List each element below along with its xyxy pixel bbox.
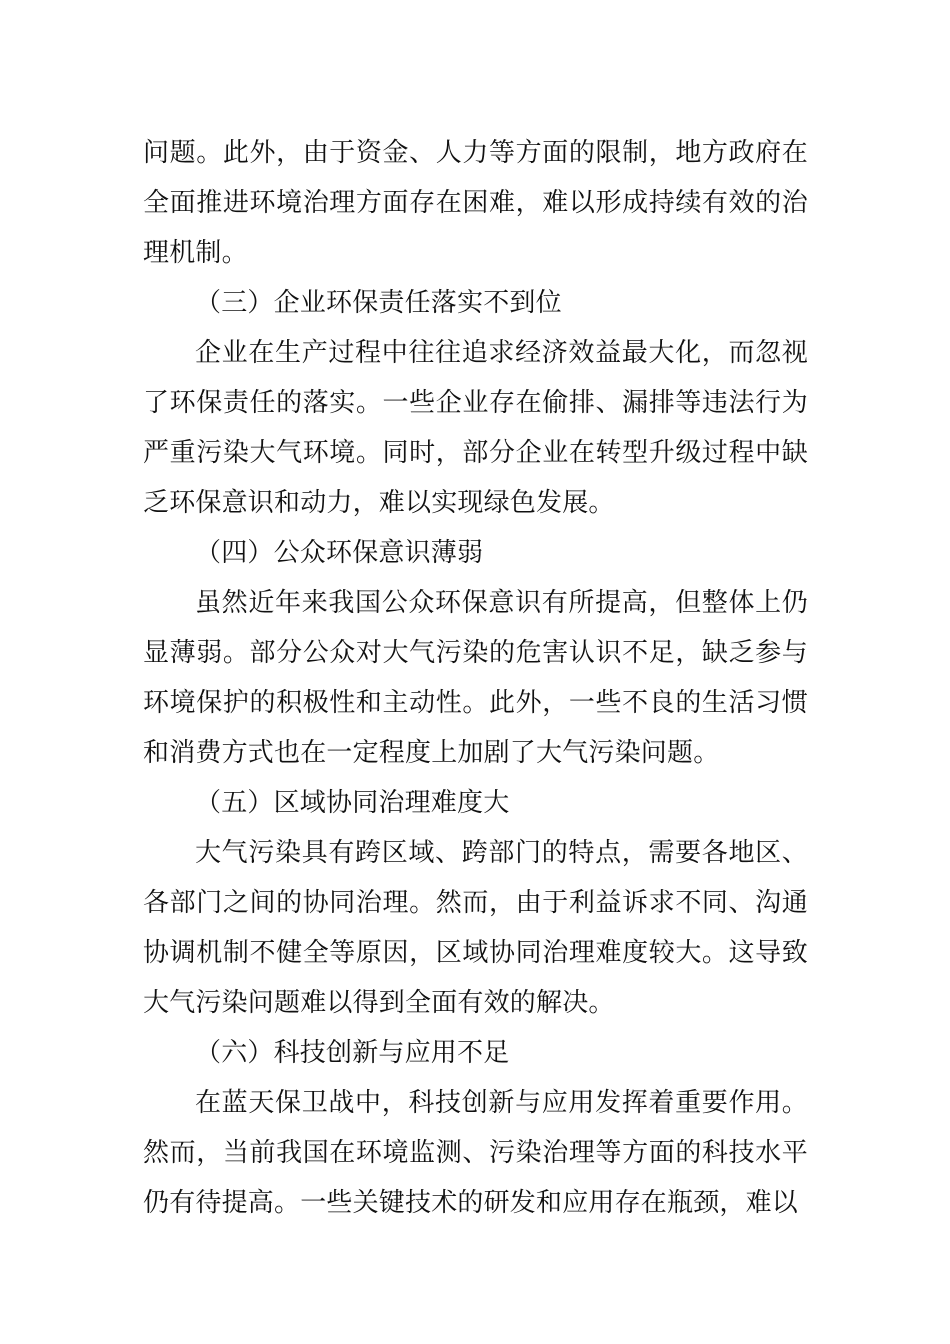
section-heading-4: （四）公众环保意识薄弱: [195, 538, 484, 568]
section-heading-5: （五）区域协同治理难度大: [195, 788, 510, 818]
paragraph-enterprise-responsibility: 企业在生产过程中往往追求经济效益最大化，而忽视了环保责任的落实。一些企业存在偷排、漏排等违法行为严重污染大气环境。同时，部分企业在转型升级过程中缺乏环保意识和动力，难以实现绿色发展。: [143, 338, 808, 518]
paragraph-public-awareness: 虽然近年来我国公众环保意识有所提高，但整体上仍显薄弱。部分公众对大气污染的危害认识不足，缺乏参与环境保护的积极性和主动性。此外，一些不良的生活习惯和消费方式也在一定程度上加剧了大气污染问题。: [143, 588, 808, 768]
paragraph-continued: 问题。此外，由于资金、人力等方面的限制，地方政府在全面推进环境治理方面存在困难，难以形成持续有效的治理机制。: [143, 138, 808, 268]
paragraph-regional-coordination: 大气污染具有跨区域、跨部门的特点，需要各地区、各部门之间的协同治理。然而，由于利益诉求不同、沟通协调机制不健全等原因，区域协同治理难度较大。这导致大气污染问题难以得到全面有效的解决。: [143, 838, 808, 1018]
section-heading-3: （三）企业环保责任落实不到位: [195, 288, 562, 318]
document-body: [143, 128, 808, 1228]
paragraph-tech-innovation: 在蓝天保卫战中，科技创新与应用发挥着重要作用。然而，当前我国在环境监测、污染治理等方面的科技水平仍有待提高。一些关键技术的研发和应用存在瓶颈，难以: [143, 1088, 808, 1218]
section-heading-6: （六）科技创新与应用不足: [195, 1038, 510, 1068]
